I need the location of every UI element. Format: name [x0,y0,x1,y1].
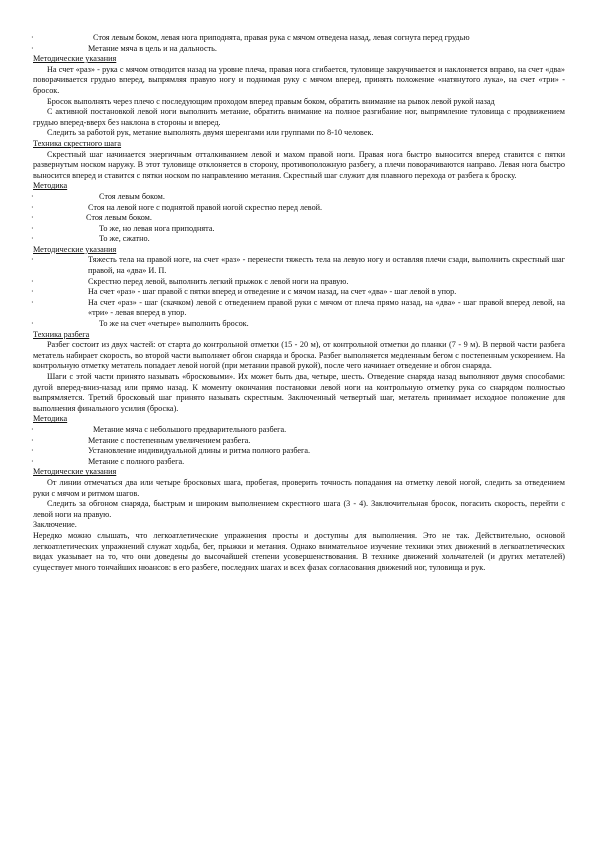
list-item [33,234,565,245]
bullet-icon: · [31,255,34,265]
list-item [33,44,565,55]
list-item-text: Установление индивидуальной длины и ритма полного разбега. [88,446,311,456]
list-item-text: Стоя на левой ноге с поднятой правой ногой скрестно перед левой. [88,202,323,212]
list-item-text: На счет «раз» - шаг правой с пятки вперед и отведение и с мячом назад, на счет «два» - шаг левой в упор. [88,287,457,297]
document-page [33,33,565,573]
section-heading: Методика [33,181,68,191]
list-item-text: Стоя левым боком. [99,191,165,201]
list-item-text: Скрестно перед левой, выполнить легкий прыжок с левой ноги на правую. [88,276,349,286]
list-item [33,213,565,224]
list-item-text: Тяжесть тела на правой ноге, на счет «раз» - перенести тяжесть тела на левую ногу и оставляя плечи сзади, выполнить скрестный шаг правой, на «два» И. П. [88,255,565,276]
list-item [33,224,565,235]
list-item [33,277,565,288]
list-item [33,255,565,276]
bullet-icon: · [31,276,34,286]
list-item [33,192,565,203]
list-item-text: Метание мяча с небольшого предварительного разбега. [93,424,287,434]
paragraph: Разбег состоит из двух частей: от старта до контрольной отметки (15 - 20 м), от контрольной отметки до планки (7 - 9 м). В первой части разбега метатель набирает скорость, во второй части выполняет обгон снаряда и броска. Разбег выполняется медленным бегом с постепенным ускорением. На контрольную отметку метатель попадает левой ногой (при метании правой рукой), после чего начинает отведение и обгон снаряда. [33,340,565,371]
bullet-icon: · [31,43,34,53]
paragraph: Бросок выполнять через плечо с последующим проходом вперед правым боком, обратить внимание на рывок левой рукой назад [47,96,495,106]
bullet-icon: · [31,223,34,233]
list-item-text: Метание с полного разбега. [88,456,185,466]
section-heading: Техника скрестного шага [33,138,122,148]
list-item-text: То же, сжатно. [99,234,150,244]
bullet-icon: · [31,191,34,201]
paragraph: От линии отмечаться два или четыре бросковых шага, пробегая, проверить точность попадания на отметку левой ногой, следить за отведением руки с мячом и ритмом шагов. [33,477,565,498]
bullet-icon: · [31,33,34,42]
list-item [33,457,565,468]
bullet-icon: · [31,213,34,223]
section-heading: Методические указания [33,54,117,64]
list-item [33,425,565,436]
list-item [33,203,565,214]
section-heading: Методические указания [33,467,117,477]
list-item-text: Метание мяча в цель и на дальность. [88,43,217,53]
paragraph: Нередко можно слышать, что легкоатлетические упражнения просты и доступны для выполнения. Это не так. Действительно, основой легкоатлетических упражнений служат ходьба, бег, прыжки и метания. Однако внимательное изучение техники этих движений в легкоатлетических видах указывает на то, что они доведены до высочайшей степени усовершенствования. В технике движений хольчателей (и других метателей) существует много тончайших нюансов: в его разбеге, последних шагах и всех фазах согласования движений ног, туловища и рук. [33,530,565,572]
paragraph: Следить за работой рук, метание выполнять двумя шеренгами или группами по 8-10 человек. [47,128,374,138]
list-item-text: Метание с постепенным увеличением разбега. [88,435,251,445]
bullet-icon: · [31,202,34,212]
bullet-icon: · [31,424,34,434]
list-item [33,287,565,298]
paragraph: Следить за обгоном снаряда, быстрым и широким выполнением скрестного шага (3 - 4). Заключительная бросок, погасить скорость, перейти с левой ноги на правую. [33,499,565,519]
list-item-text: Стоя левым боком. [86,213,152,223]
section-heading: Методика [33,414,68,424]
list-item [33,436,565,447]
list-item-text: Стоя левым боком, левая нога приподнята, правая рука с мячом отведена назад, левая согнута перед грудью [93,33,470,42]
bullet-icon: · [31,319,34,329]
list-item-text: То же на счет «четыре» выполнить бросок. [99,319,249,329]
paragraph: На счет «раз» - рука с мячом отводится назад на уровне плеча, правая нога сгибается, туловище закручивается и наклоняется вправо, на счет «два» поворачивается грудью вперед, выпрямляя правую ногу и поднимая руку с мячом вперед, принять положение «натянутого лука», на счет «три» - бросок. [33,64,565,95]
bullet-icon: · [31,435,34,445]
list-item [33,33,565,44]
paragraph: Шаги с этой части принято называть «бросковыми». Их может быть два, четыре, шесть. Отведение снаряда назад выполняют двумя способами: дугой вперед-вниз-назад или прямо назад. К моменту окончания постановки левой ноги на контрольную отметку рука со снарядом полностью выпрямляется. Третий бросковый шаг принято называть скрестным. Заключенный четвертый шаг, метатель принимает исходное положение для выполнения финального усилия (броска). [33,372,565,413]
list-item-text: На счет «раз» - шаг (скачком) левой с отведением правой руки с мячом от плеча прямо назад, на «два» - шаг правой вперед левой, на «три» - левая вперед в упор. [88,297,565,318]
list-item [33,298,565,319]
bullet-icon: · [31,297,34,307]
list-item [33,446,565,457]
bullet-icon: · [31,456,34,466]
list-item [33,319,565,330]
list-item-text: То же, но левая нога приподнята. [99,223,215,233]
bullet-icon: · [31,234,34,244]
paragraph: С активной постановкой левой ноги выполнить метание, обратить внимание на полное разгибание ног, выпрямление туловища с продвижением грудью вперед-вверх без наклона в стороны и вперед. [33,107,565,127]
section-heading: Техника разбега [33,329,90,339]
bullet-icon: · [31,287,34,297]
paragraph: Скрестный шаг начинается энергичным отталкиванием левой и махом правой ноги. Правая нога быстро выносится вперед ставится с пятки развернутым носком наружу. В этот туловище отклоняется в сторону, противоположную разбегу, а плечи поворачиваются направо. Левая нога быстро выносится вперед и ставится с пятки носком по направлению метания. Скрестный шаг служит для плавного перехода от разбега к броску. [33,149,565,180]
bullet-icon: · [31,446,34,456]
section-heading: Методические указания [33,244,117,254]
paragraph: Заключение. [33,520,77,530]
